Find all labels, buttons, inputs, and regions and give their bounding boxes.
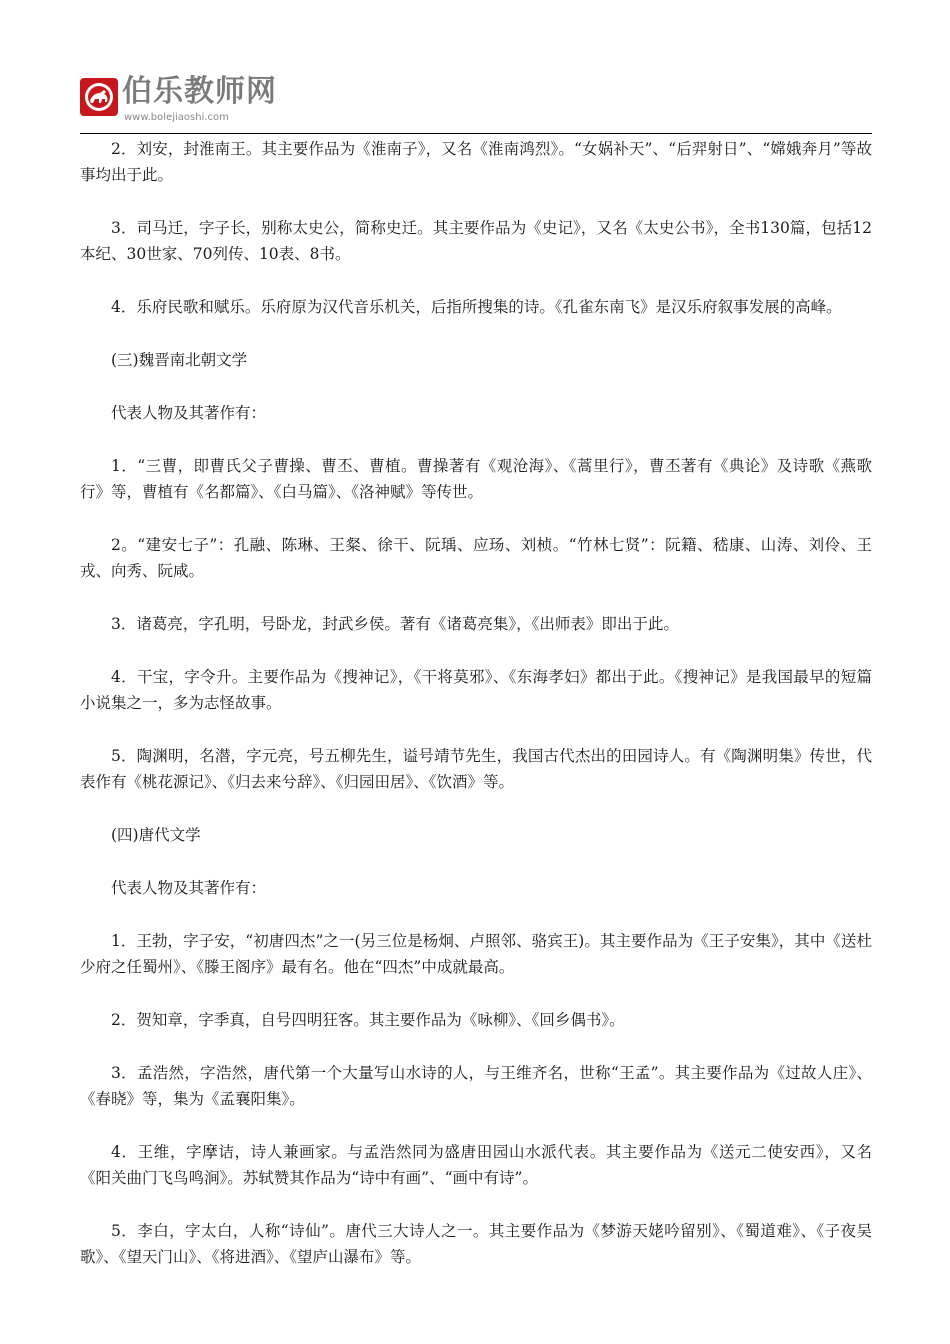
paragraph: 5．陶渊明，名潜，字元亮，号五柳先生，谥号靖节先生，我国古代杰出的田园诗人。有《陶渊明集》传世，代表作有《桃花源记》、《归去来兮辞》、《归园田居》、《饮酒》等。 <box>80 747 872 791</box>
horse-logo-icon <box>80 78 118 116</box>
paragraph: 1．王勃，字子安，“初唐四杰”之一(另三位是杨炯、卢照邻、骆宾王)。其主要作品为《王子安集》，其中《送杜少府之任蜀州》、《滕王阁序》最有名。他在“四杰”中成就最高。 <box>80 932 872 976</box>
paragraph: 4．干宝，字令升。主要作品为《搜神记》，《干将莫邪》、《东海孝妇》都出于此。《搜神记》是我国最早的短篇小说集之一，多为志怪故事。 <box>80 668 872 712</box>
paragraph: 5．李白，字太白，人称“诗仙”。唐代三大诗人之一。其主要作品为《梦游天姥吟留别》、《蜀道难》、《子夜吴歌》、《望天门山》、《将进酒》、《望庐山瀑布》等。 <box>80 1222 872 1266</box>
paragraph: 1．“三曹，即曹氏父子曹操、曹丕、曹植。曹操著有《观沧海》、《蒿里行》，曹丕著有《典论》及诗歌《燕歌行》等，曹植有《名都篇》、《白马篇》、《洛神赋》等传世。 <box>80 457 872 501</box>
paragraph: 3．孟浩然，字浩然，唐代第一个大量写山水诗的人，与王维齐名，世称“王孟”。其主要作品为《过故人庄》、《春晓》等，集为《孟襄阳集》。 <box>80 1064 872 1108</box>
header-divider <box>80 133 872 134</box>
paragraph: 2。“建安七子”：孔融、陈琳、王粲、徐干、阮瑀、应玚、刘桢。“竹林七贤”：阮籍、嵇康、山涛、刘伶、王戎、向秀、阮咸。 <box>80 536 872 580</box>
paragraph: 4．乐府民歌和赋乐。乐府原为汉代音乐机关，后指所搜集的诗。《孔雀东南飞》是汉乐府叙事发展的高峰。 <box>111 298 842 316</box>
section-heading: (四)唐代文学 <box>111 826 201 844</box>
paragraph: 3．司马迁，字子长，别称太史公，简称史迁。其主要作品为《史记》，又名《太史公书》，全书130篇，包括12本纪、30世家、70列传、10表、8书。 <box>80 219 872 263</box>
logo-text: 伯乐教师网 <box>122 74 277 109</box>
logo-url: www.bolejiaoshi.com <box>124 112 229 123</box>
document-body <box>80 136 872 1297</box>
site-logo[interactable] <box>80 72 340 130</box>
paragraph: 代表人物及其著作有： <box>111 879 267 897</box>
paragraph: 2．刘安，封淮南王。其主要作品为《淮南子》，又名《淮南鸿烈》。“女娲补天”、“后羿射日”、“嫦娥奔月”等故事均出于此。 <box>80 140 872 184</box>
paragraph: 代表人物及其著作有： <box>111 404 267 422</box>
page-header <box>80 72 872 134</box>
paragraph: 3．诸葛亮，字孔明，号卧龙，封武乡侯。著有《诸葛亮集》，《出师表》即出于此。 <box>111 615 679 633</box>
section-heading: (三)魏晋南北朝文学 <box>111 351 248 369</box>
paragraph: 4．王维，字摩诘，诗人兼画家。与孟浩然同为盛唐田园山水派代表。其主要作品为《送元二使安西》，又名《阳关曲门飞鸟鸣涧》。苏轼赞其作品为“诗中有画”、“画中有诗”。 <box>80 1143 872 1187</box>
paragraph: 2．贺知章，字季真，自号四明狂客。其主要作品为《咏柳》、《回乡偶书》。 <box>111 1011 625 1029</box>
